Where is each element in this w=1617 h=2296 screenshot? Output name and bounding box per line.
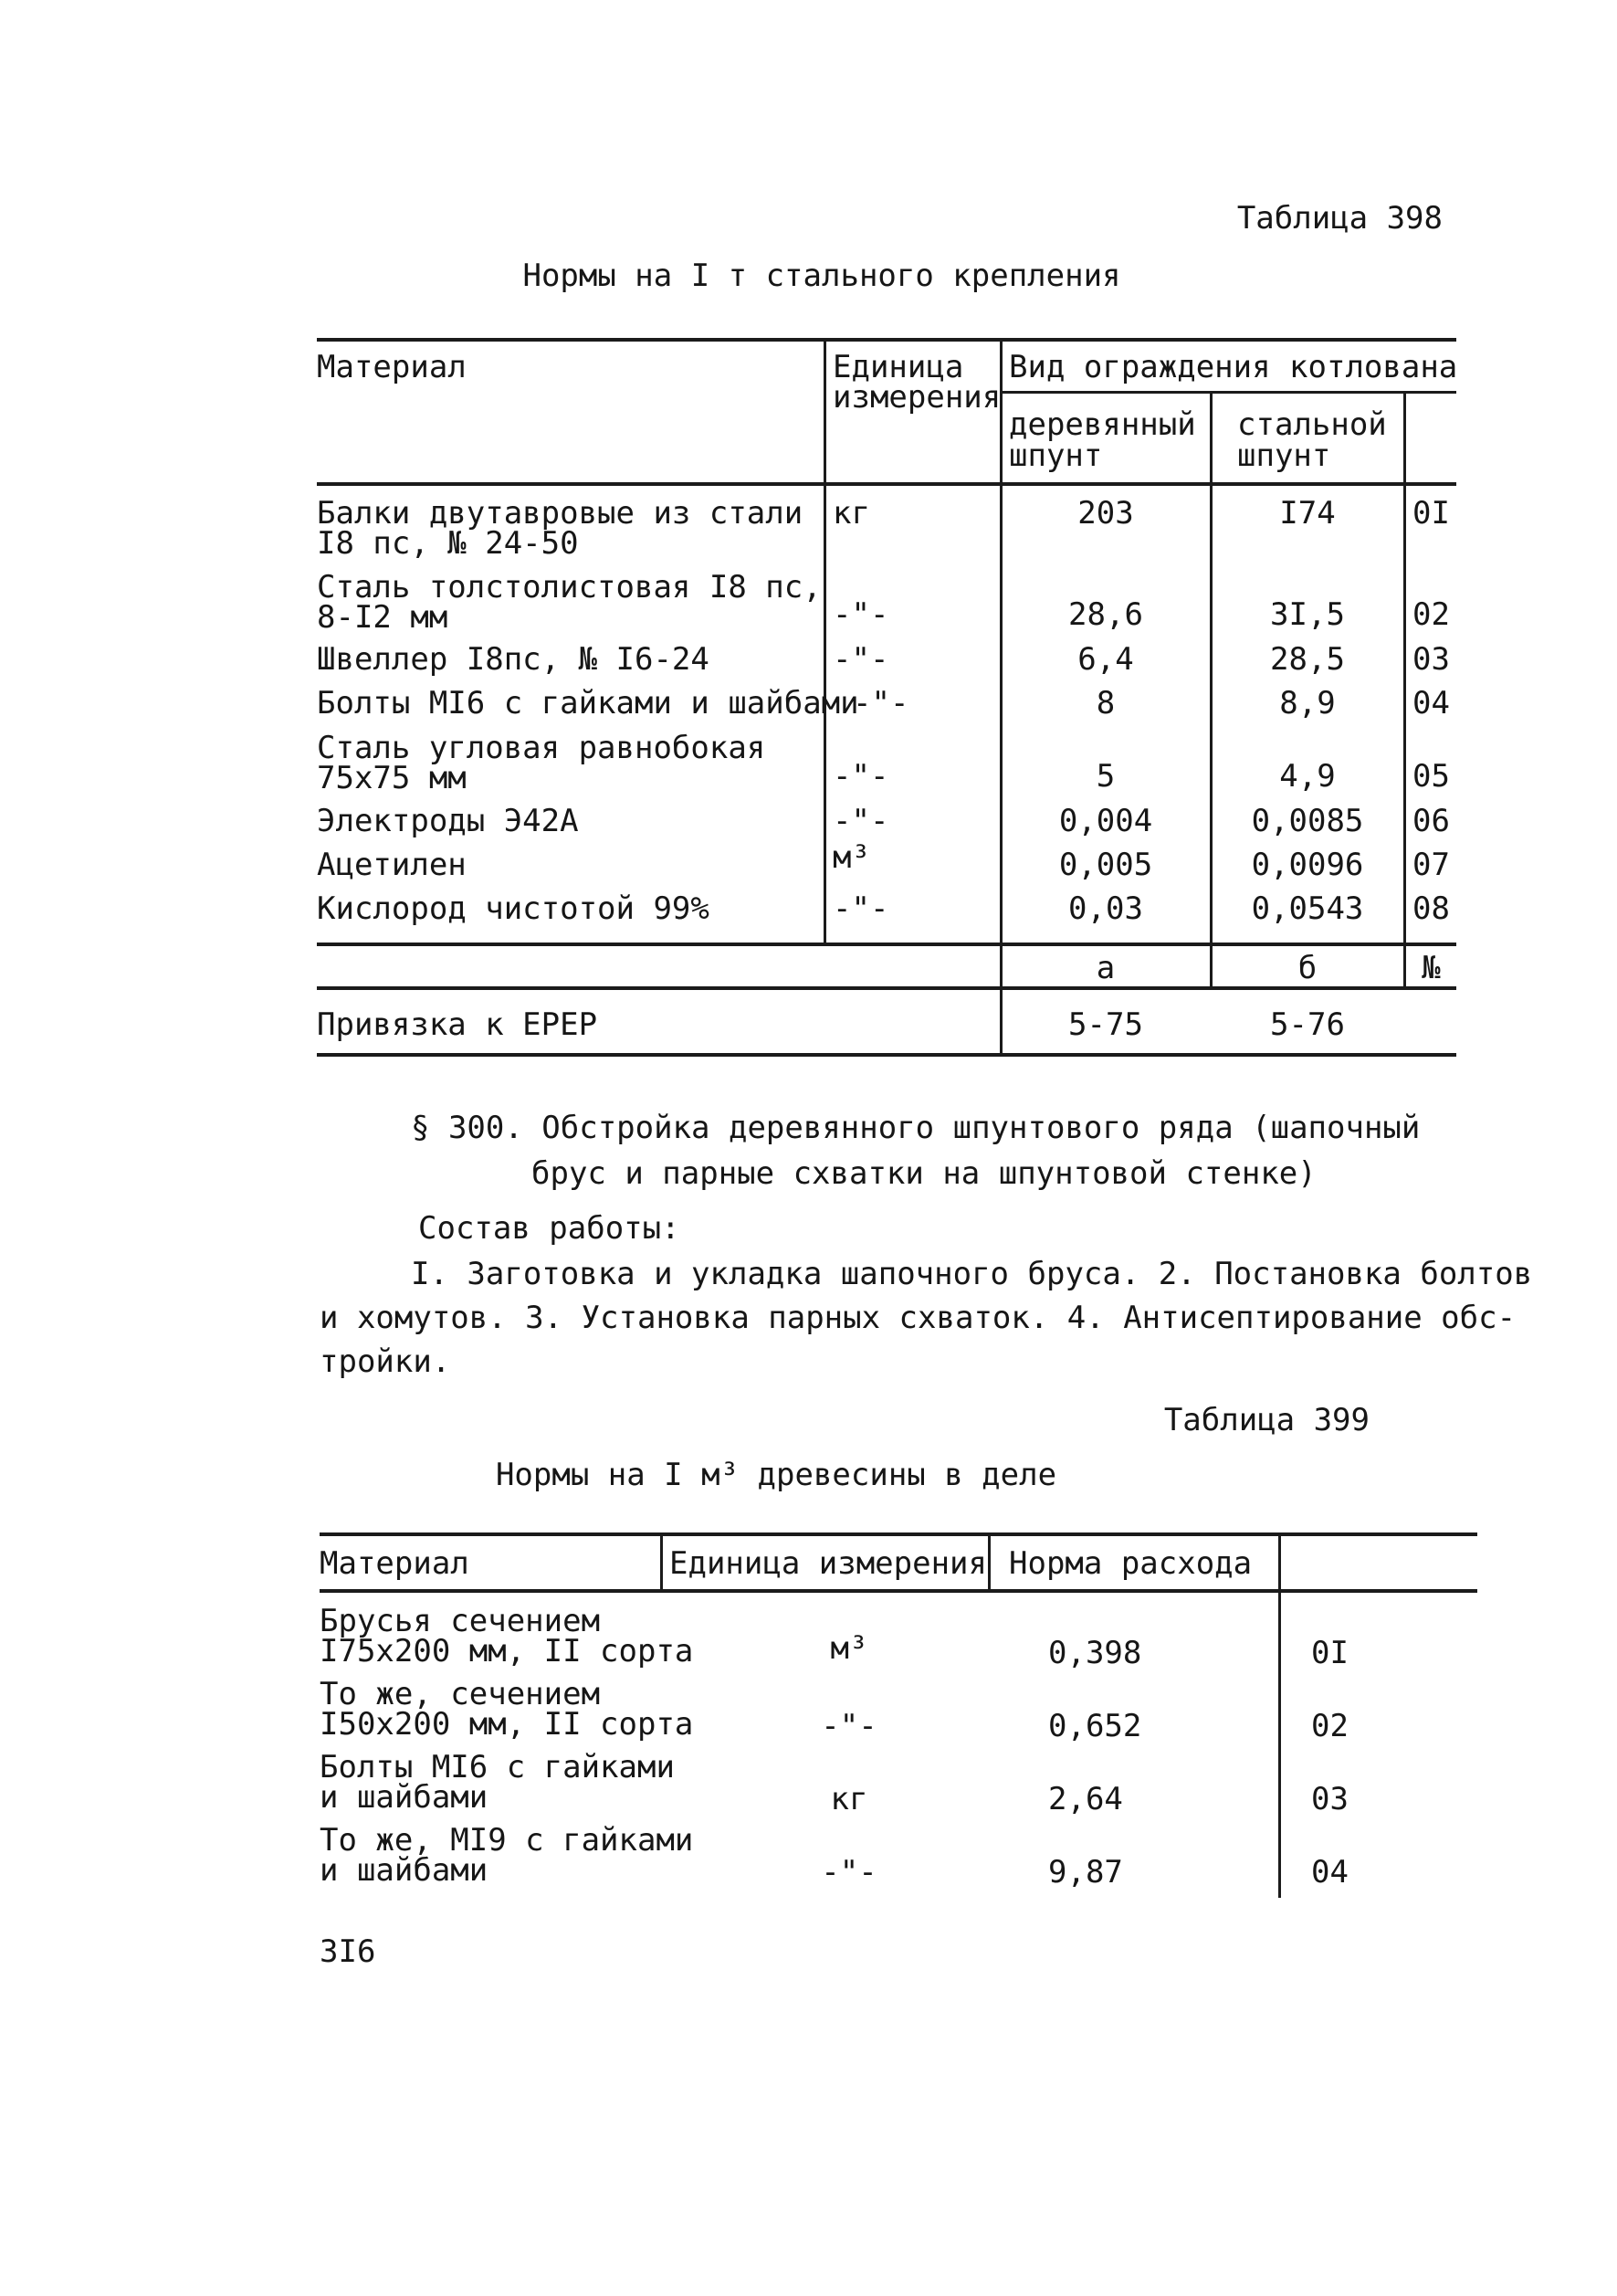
table-399-label: Таблица 399	[1163, 1402, 1370, 1438]
row-material: Швеллер I8пс, № I6-24	[317, 641, 709, 678]
row-unit: -"-	[833, 803, 889, 839]
section-body-line: и хомутов. 3. Установка парных схваток. 4. Антисептирование обс-	[320, 1300, 1517, 1336]
row-material: и шайбами	[320, 1779, 488, 1816]
row-code: 04	[1412, 685, 1450, 721]
row-value-b: 0,0096	[1251, 847, 1364, 883]
row-material: I75x200 мм, II сорта	[320, 1633, 694, 1669]
table-398-header-b-2: шпунт	[1237, 437, 1331, 474]
row-value-b: 0,0085	[1251, 803, 1364, 839]
row-material: Балки двутавровые из стали	[317, 495, 803, 532]
row-value-b: 3I,5	[1270, 596, 1345, 633]
row-unit: -"-	[833, 641, 889, 678]
row-unit: -"-	[833, 890, 889, 927]
row-value-a: 5	[1096, 758, 1116, 795]
table-398-header-unit-1: Единица	[833, 349, 964, 385]
section-body-line: тройки.	[320, 1343, 451, 1380]
row-norm: 0,652	[1048, 1708, 1142, 1744]
row-material: Кислород чистотой 99%	[317, 890, 709, 927]
row-material: Электроды Э42А	[317, 803, 579, 839]
row-material: 75x75 мм	[317, 760, 467, 796]
row-value-a: 6,4	[1077, 641, 1134, 678]
section-heading: § 300. Обстройка деревянного шпунтового ряда (шапочный	[411, 1110, 1421, 1146]
row-value-a: 28,6	[1068, 596, 1143, 633]
row-norm: 9,87	[1048, 1854, 1123, 1891]
row-material: То же, сечением	[320, 1676, 601, 1712]
footer-label-num: №	[1422, 950, 1441, 986]
row-value-b: 28,5	[1270, 641, 1345, 678]
row-value-b: I74	[1279, 495, 1336, 532]
row-code: 08	[1412, 890, 1450, 927]
row-value-b: 8,9	[1279, 685, 1336, 721]
row-norm: 2,64	[1048, 1781, 1123, 1817]
page-number: 3I6	[320, 1933, 376, 1970]
footer-label-b: б	[1297, 950, 1318, 986]
row-material: Ацетилен	[317, 847, 467, 883]
table-399-header-rule	[320, 1589, 1477, 1593]
binding-value-a: 5-75	[1068, 1006, 1143, 1043]
row-code: 04	[1311, 1854, 1349, 1891]
binding-value-b: 5-76	[1270, 1006, 1345, 1043]
section-heading-continued: брус и парные схватки на шпунтовой стенке)	[531, 1155, 1317, 1192]
row-material: То же, МI9 с гайками	[320, 1822, 694, 1859]
row-unit: -"-	[853, 685, 909, 721]
table-398-header-material: Материал	[317, 349, 467, 385]
table-398-header-rule	[317, 482, 1456, 486]
table-398-bottom-rule	[317, 1053, 1456, 1057]
row-code: 0I	[1311, 1635, 1349, 1671]
row-value-b: 4,9	[1279, 758, 1336, 795]
row-unit: -"-	[821, 1708, 877, 1744]
row-value-b: 0,0543	[1251, 890, 1364, 927]
row-material: 8-I2 мм	[317, 599, 448, 636]
row-code: 02	[1412, 596, 1450, 633]
row-material: Болты МI6 с гайками	[320, 1749, 675, 1785]
binding-label: Привязка к ЕРЕР	[317, 1006, 598, 1043]
row-material: Сталь толстолистовая I8 пс,	[317, 569, 822, 606]
table-398-header-group: Вид ограждения котлована	[1009, 349, 1458, 385]
row-unit: -"-	[833, 758, 889, 795]
row-value-a: 0,005	[1058, 847, 1153, 883]
table-398-footer-rule	[317, 986, 1456, 990]
table-399-code-divider	[1278, 1532, 1281, 1898]
composition-label: Состав работы:	[418, 1210, 680, 1247]
row-unit: кг	[833, 495, 870, 532]
row-norm: 0,398	[1048, 1635, 1142, 1671]
table-399-unit-divider	[660, 1532, 663, 1591]
row-material: I8 пс, № 24-50	[317, 525, 579, 562]
table-399-header-unit: Единица измерения	[669, 1545, 987, 1582]
row-material: Сталь угловая равнобокая	[317, 730, 766, 766]
row-unit: кг	[830, 1781, 868, 1817]
table-399-title: Нормы на I м³ древесины в деле	[495, 1457, 1057, 1493]
table-398-header-unit-2: измерения	[833, 379, 1002, 416]
row-code: 0I	[1412, 495, 1450, 532]
section-body-line: I. Заготовка и укладка шапочного бруса. 2. Постановка болтов	[411, 1256, 1533, 1292]
table-399-header-norm: Норма расхода	[1009, 1545, 1253, 1582]
row-code: 06	[1412, 803, 1450, 839]
row-material: и шайбами	[320, 1852, 488, 1889]
row-value-a: 0,03	[1068, 890, 1143, 927]
table-399-top-rule	[320, 1532, 1477, 1536]
row-unit: м³	[830, 1630, 868, 1667]
row-unit: -"-	[833, 596, 889, 633]
table-398-label: Таблица 398	[1236, 200, 1443, 237]
table-398-header-a-2: шпунт	[1009, 437, 1103, 474]
row-unit: м³	[833, 839, 870, 876]
row-material: Болты МI6 с гайками и шайбами	[317, 685, 859, 721]
row-value-a: 8	[1096, 685, 1116, 721]
row-value-a: 0,004	[1058, 803, 1153, 839]
row-value-a: 203	[1077, 495, 1134, 532]
row-unit: -"-	[821, 1854, 877, 1891]
table-398-title: Нормы на I т стального крепления	[522, 258, 1121, 294]
footer-label-a: а	[1096, 950, 1116, 986]
row-code: 03	[1412, 641, 1450, 678]
table-399-header-material: Материал	[320, 1545, 469, 1582]
row-code: 07	[1412, 847, 1450, 883]
row-material: I50x200 мм, II сорта	[320, 1706, 694, 1743]
table-398-top-rule	[317, 338, 1456, 342]
table-398-header-a-1: деревянный	[1009, 406, 1196, 443]
table-398-body-rule	[317, 943, 1456, 946]
table-398-unit-divider	[824, 338, 826, 943]
row-code: 02	[1311, 1708, 1349, 1744]
row-code: 05	[1412, 758, 1450, 795]
table-399-norm-divider	[988, 1532, 991, 1591]
table-398-group-rule	[1002, 391, 1456, 394]
row-material: Брусья сечением	[320, 1603, 601, 1639]
row-code: 03	[1311, 1781, 1349, 1817]
table-398-header-b-1: стальной	[1237, 406, 1387, 443]
